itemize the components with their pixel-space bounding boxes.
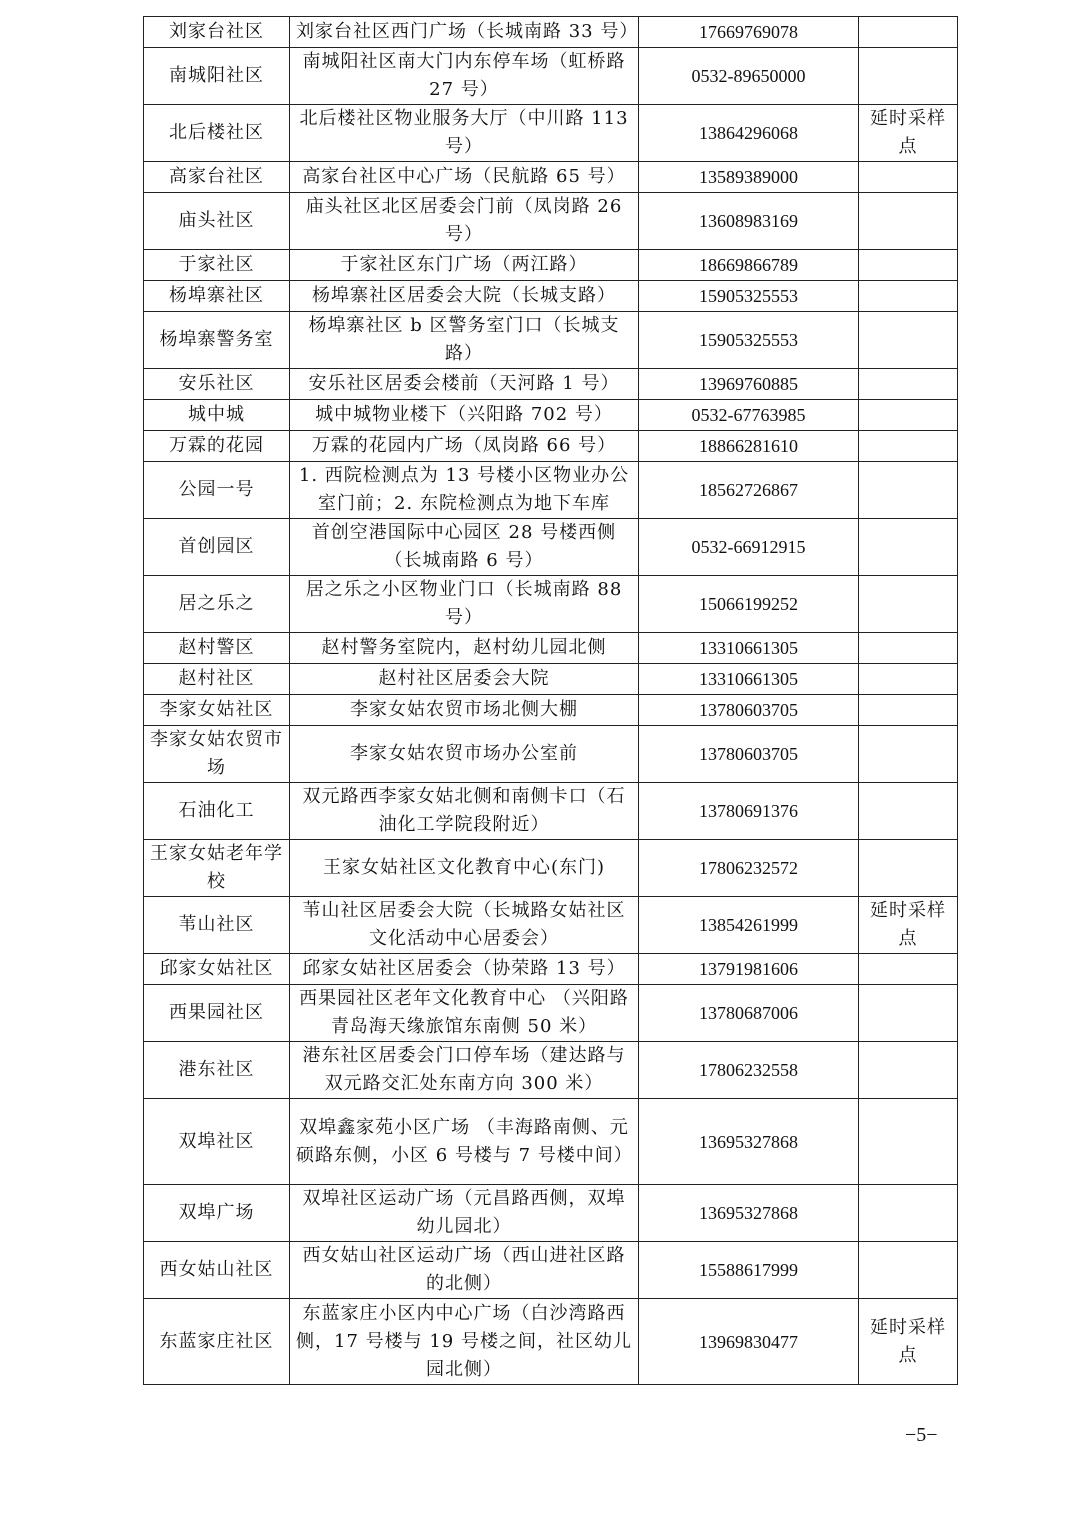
community-name-cell: 万霖的花园 — [144, 431, 290, 462]
address-cell: 杨埠寨社区 b 区警务室门口（长城支路） — [290, 312, 639, 369]
page-number: −5− — [905, 1424, 938, 1446]
phone-cell: 13780603705 — [639, 695, 859, 726]
table-row — [144, 1185, 958, 1242]
note-cell — [859, 1099, 958, 1185]
phone-cell: 15905325553 — [639, 312, 859, 369]
address-cell: 安乐社区居委会楼前（天河路 1 号） — [290, 369, 639, 400]
phone-cell: 17806232572 — [639, 840, 859, 897]
note-cell — [859, 162, 958, 193]
address-cell: 东蓝家庄小区内中心广场（白沙湾路西侧，17 号楼与 19 号楼之间，社区幼儿园北侧） — [290, 1299, 639, 1385]
phone-cell: 13969830477 — [639, 1299, 859, 1385]
community-name-cell: 南城阳社区 — [144, 48, 290, 105]
note-cell — [859, 1185, 958, 1242]
phone-cell: 15588617999 — [639, 1242, 859, 1299]
phone-cell: 15905325553 — [639, 281, 859, 312]
community-name-cell: 港东社区 — [144, 1042, 290, 1099]
note-cell — [859, 726, 958, 783]
note-cell — [859, 519, 958, 576]
note-cell — [859, 954, 958, 985]
note-cell — [859, 664, 958, 695]
community-name-cell: 安乐社区 — [144, 369, 290, 400]
note-cell — [859, 1242, 958, 1299]
table-row — [144, 840, 958, 897]
address-cell: 高家台社区中心广场（民航路 65 号） — [290, 162, 639, 193]
phone-cell: 0532-66912915 — [639, 519, 859, 576]
table-body — [144, 17, 958, 1385]
table-row — [144, 664, 958, 695]
phone-cell: 13310661305 — [639, 633, 859, 664]
community-name-cell: 双埠社区 — [144, 1099, 290, 1185]
phone-cell: 13780603705 — [639, 726, 859, 783]
note-cell: 延时采样点 — [859, 105, 958, 162]
phone-cell: 17669769078 — [639, 17, 859, 48]
note-cell: 延时采样点 — [859, 897, 958, 954]
community-name-cell: 庙头社区 — [144, 193, 290, 250]
address-cell: 邱家女姑社区居委会（协荣路 13 号） — [290, 954, 639, 985]
phone-cell: 13695327868 — [639, 1185, 859, 1242]
note-cell — [859, 840, 958, 897]
table-row — [144, 783, 958, 840]
phone-cell: 18669866789 — [639, 250, 859, 281]
note-cell — [859, 633, 958, 664]
community-name-cell: 邱家女姑社区 — [144, 954, 290, 985]
address-cell: 首创空港国际中心园区 28 号楼西侧（长城南路 6 号） — [290, 519, 639, 576]
community-name-cell: 公园一号 — [144, 462, 290, 519]
table-row — [144, 193, 958, 250]
phone-cell: 18866281610 — [639, 431, 859, 462]
note-cell — [859, 281, 958, 312]
table-row — [144, 369, 958, 400]
note-cell — [859, 369, 958, 400]
community-name-cell: 李家女姑社区 — [144, 695, 290, 726]
address-cell: 1. 西院检测点为 13 号楼小区物业办公室门前；2. 东院检测点为地下车库 — [290, 462, 639, 519]
table-row — [144, 1099, 958, 1185]
community-name-cell: 高家台社区 — [144, 162, 290, 193]
note-cell — [859, 1042, 958, 1099]
address-cell: 杨埠寨社区居委会大院（长城支路） — [290, 281, 639, 312]
phone-cell: 13791981606 — [639, 954, 859, 985]
table-row — [144, 250, 958, 281]
phone-cell: 13864296068 — [639, 105, 859, 162]
community-name-cell: 苇山社区 — [144, 897, 290, 954]
note-cell — [859, 48, 958, 105]
table-row — [144, 985, 958, 1042]
address-cell: 于家社区东门广场（两江路） — [290, 250, 639, 281]
address-cell: 港东社区居委会门口停车场（建达路与双元路交汇处东南方向 300 米） — [290, 1042, 639, 1099]
community-name-cell: 双埠广场 — [144, 1185, 290, 1242]
note-cell: 延时采样点 — [859, 1299, 958, 1385]
phone-cell: 13589389000 — [639, 162, 859, 193]
community-name-cell: 首创园区 — [144, 519, 290, 576]
note-cell — [859, 462, 958, 519]
phone-cell: 0532-89650000 — [639, 48, 859, 105]
address-cell: 城中城物业楼下（兴阳路 702 号） — [290, 400, 639, 431]
note-cell — [859, 695, 958, 726]
address-cell: 李家女姑农贸市场北侧大棚 — [290, 695, 639, 726]
note-cell — [859, 400, 958, 431]
community-name-cell: 西果园社区 — [144, 985, 290, 1042]
note-cell — [859, 985, 958, 1042]
phone-cell: 13310661305 — [639, 664, 859, 695]
phone-cell: 13780691376 — [639, 783, 859, 840]
community-name-cell: 赵村警区 — [144, 633, 290, 664]
phone-cell: 15066199252 — [639, 576, 859, 633]
address-cell: 万霖的花园内广场（凤岗路 66 号） — [290, 431, 639, 462]
address-cell: 双埠鑫家苑小区广场 （丰海路南侧、元硕路东侧，小区 6 号楼与 7 号楼中间） — [290, 1099, 639, 1185]
address-cell: 双埠社区运动广场（元昌路西侧，双埠幼儿园北） — [290, 1185, 639, 1242]
community-name-cell: 东蓝家庄社区 — [144, 1299, 290, 1385]
community-name-cell: 杨埠寨社区 — [144, 281, 290, 312]
phone-cell: 13608983169 — [639, 193, 859, 250]
community-name-cell: 赵村社区 — [144, 664, 290, 695]
community-name-cell: 李家女姑农贸市场 — [144, 726, 290, 783]
table-row — [144, 17, 958, 48]
table-row — [144, 726, 958, 783]
phone-cell: 13854261999 — [639, 897, 859, 954]
community-name-cell: 城中城 — [144, 400, 290, 431]
phone-cell: 13695327868 — [639, 1099, 859, 1185]
table-row — [144, 162, 958, 193]
address-cell: 北后楼社区物业服务大厅（中川路 113 号） — [290, 105, 639, 162]
note-cell — [859, 576, 958, 633]
phone-cell: 0532-67763985 — [639, 400, 859, 431]
phone-cell: 18562726867 — [639, 462, 859, 519]
community-name-cell: 王家女姑老年学校 — [144, 840, 290, 897]
table-row — [144, 281, 958, 312]
table-row — [144, 633, 958, 664]
address-cell: 庙头社区北区居委会门前（凤岗路 26 号） — [290, 193, 639, 250]
table-row — [144, 312, 958, 369]
table-row — [144, 1299, 958, 1385]
address-cell: 刘家台社区西门广场（长城南路 33 号） — [290, 17, 639, 48]
table-row — [144, 431, 958, 462]
address-cell: 西果园社区老年文化教育中心 （兴阳路青岛海天缘旅馆东南侧 50 米） — [290, 985, 639, 1042]
table-row — [144, 695, 958, 726]
sampling-points-table — [143, 16, 958, 1385]
community-name-cell: 石油化工 — [144, 783, 290, 840]
table-row — [144, 576, 958, 633]
address-cell: 居之乐之小区物业门口（长城南路 88 号） — [290, 576, 639, 633]
table-row — [144, 954, 958, 985]
note-cell — [859, 250, 958, 281]
address-cell: 王家女姑社区文化教育中心(东门) — [290, 840, 639, 897]
note-cell — [859, 17, 958, 48]
community-name-cell: 居之乐之 — [144, 576, 290, 633]
community-name-cell: 刘家台社区 — [144, 17, 290, 48]
table-row — [144, 897, 958, 954]
note-cell — [859, 431, 958, 462]
community-name-cell: 于家社区 — [144, 250, 290, 281]
table-row — [144, 462, 958, 519]
table-row — [144, 48, 958, 105]
table-row — [144, 400, 958, 431]
phone-cell: 13780687006 — [639, 985, 859, 1042]
note-cell — [859, 783, 958, 840]
community-name-cell: 西女姑山社区 — [144, 1242, 290, 1299]
table-row — [144, 1242, 958, 1299]
address-cell: 双元路西李家女姑北侧和南侧卡口（石油化工学院段附近） — [290, 783, 639, 840]
address-cell: 南城阳社区南大门内东停车场（虹桥路 27 号） — [290, 48, 639, 105]
address-cell: 赵村社区居委会大院 — [290, 664, 639, 695]
note-cell — [859, 312, 958, 369]
table-row — [144, 519, 958, 576]
community-name-cell: 北后楼社区 — [144, 105, 290, 162]
phone-cell: 17806232558 — [639, 1042, 859, 1099]
address-cell: 李家女姑农贸市场办公室前 — [290, 726, 639, 783]
address-cell: 赵村警务室院内，赵村幼儿园北侧 — [290, 633, 639, 664]
phone-cell: 13969760885 — [639, 369, 859, 400]
table-row — [144, 1042, 958, 1099]
note-cell — [859, 193, 958, 250]
address-cell: 苇山社区居委会大院（长城路女姑社区文化活动中心居委会） — [290, 897, 639, 954]
community-name-cell: 杨埠寨警务室 — [144, 312, 290, 369]
table-row — [144, 105, 958, 162]
address-cell: 西女姑山社区运动广场（西山进社区路的北侧） — [290, 1242, 639, 1299]
